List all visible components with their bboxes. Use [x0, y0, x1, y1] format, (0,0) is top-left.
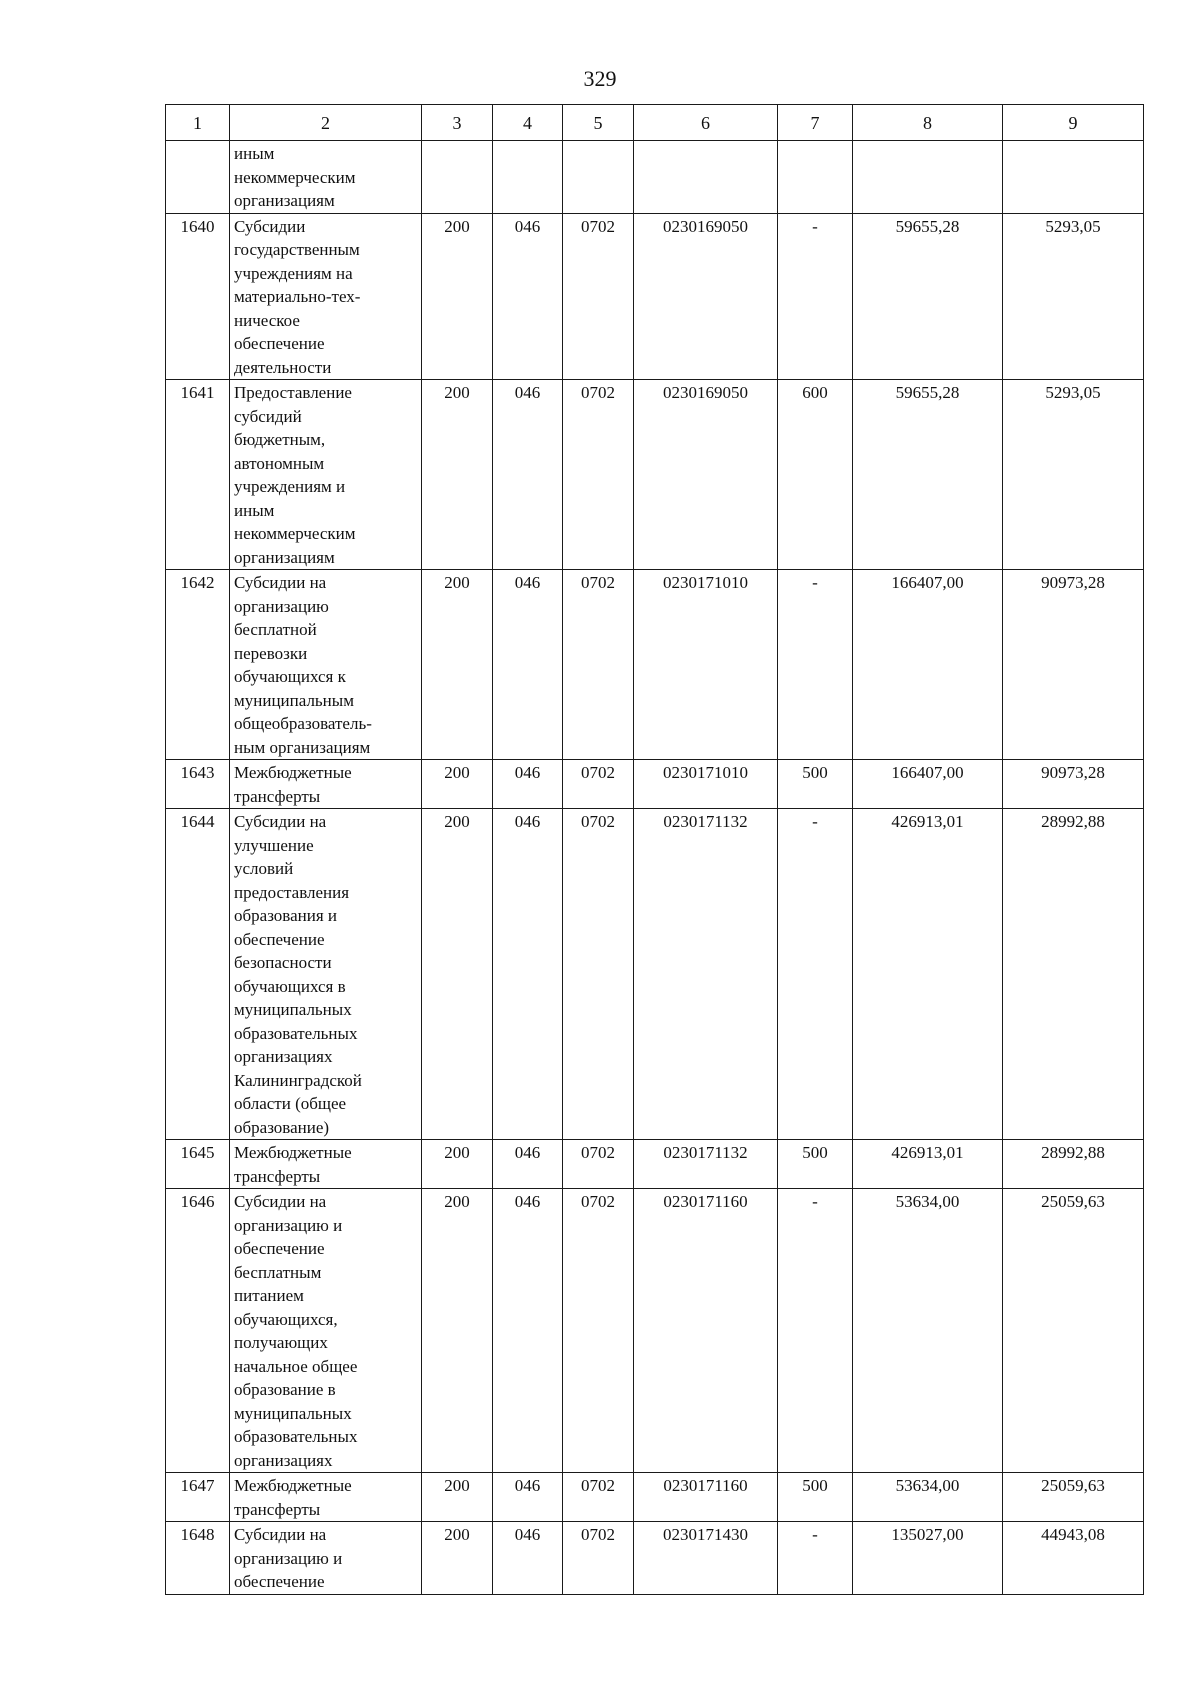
- cell-target-article: 0230171010: [634, 760, 778, 809]
- cell-section-code: 0702: [563, 760, 634, 809]
- cell-row-number: 1640: [166, 213, 230, 380]
- cell-row-number: [166, 141, 230, 214]
- cell-item-name: Субсидии на организацию и обеспечение бесплатным питанием обучающихся, получающих начальное общее образование в муниципальных образовательных организациях: [230, 1189, 422, 1473]
- cell-code-4: [493, 141, 563, 214]
- cell-code-3: 200: [422, 1522, 493, 1595]
- cell-amount-col-9: 90973,28: [1003, 570, 1144, 760]
- header-col-5: 5: [563, 105, 634, 141]
- cell-code-4: 046: [493, 1522, 563, 1595]
- cell-code-3: [422, 141, 493, 214]
- cell-amount-col-8: 426913,01: [853, 809, 1003, 1140]
- cell-code-4: 046: [493, 1189, 563, 1473]
- table-row: [166, 213, 1144, 380]
- cell-section-code: 0702: [563, 570, 634, 760]
- cell-code-4: 046: [493, 1140, 563, 1189]
- cell-row-number: 1646: [166, 1189, 230, 1473]
- cell-target-article: [634, 141, 778, 214]
- cell-item-name: Субсидии на организацию бесплатной перевозки обучающихся к муниципальным общеобразователь- ным организациям: [230, 570, 422, 760]
- cell-amount-col-9: 5293,05: [1003, 213, 1144, 380]
- cell-section-code: 0702: [563, 1140, 634, 1189]
- cell-code-4: 046: [493, 570, 563, 760]
- cell-code-3: 200: [422, 1473, 493, 1522]
- cell-amount-col-9: 28992,88: [1003, 809, 1144, 1140]
- header-col-6: 6: [634, 105, 778, 141]
- cell-section-code: 0702: [563, 213, 634, 380]
- table-row: [166, 809, 1144, 1140]
- cell-code-3: 200: [422, 760, 493, 809]
- cell-section-code: 0702: [563, 1522, 634, 1595]
- cell-item-name: Субсидии государственным учреждениям на материально-тех- ническое обеспечение деятельности: [230, 213, 422, 380]
- header-col-9: 9: [1003, 105, 1144, 141]
- table-header: [166, 105, 1144, 141]
- cell-amount-col-9: 28992,88: [1003, 1140, 1144, 1189]
- cell-code-3: 200: [422, 570, 493, 760]
- cell-section-code: [563, 141, 634, 214]
- table-body: [166, 141, 1144, 1595]
- cell-expense-type: 600: [778, 380, 853, 570]
- cell-expense-type: -: [778, 213, 853, 380]
- table-row: [166, 570, 1144, 760]
- header-col-1: 1: [166, 105, 230, 141]
- cell-code-3: 200: [422, 809, 493, 1140]
- cell-code-3: 200: [422, 1140, 493, 1189]
- cell-target-article: 0230169050: [634, 213, 778, 380]
- table-row: [166, 1140, 1144, 1189]
- cell-row-number: 1645: [166, 1140, 230, 1189]
- cell-row-number: 1644: [166, 809, 230, 1140]
- cell-code-4: 046: [493, 809, 563, 1140]
- cell-target-article: 0230171160: [634, 1189, 778, 1473]
- cell-amount-col-8: 426913,01: [853, 1140, 1003, 1189]
- header-col-7: 7: [778, 105, 853, 141]
- cell-amount-col-8: 135027,00: [853, 1522, 1003, 1595]
- cell-target-article: 0230169050: [634, 380, 778, 570]
- cell-row-number: 1642: [166, 570, 230, 760]
- cell-code-4: 046: [493, 380, 563, 570]
- cell-row-number: 1641: [166, 380, 230, 570]
- cell-target-article: 0230171132: [634, 809, 778, 1140]
- cell-target-article: 0230171160: [634, 1473, 778, 1522]
- table-row: [166, 1473, 1144, 1522]
- cell-expense-type: 500: [778, 760, 853, 809]
- cell-target-article: 0230171430: [634, 1522, 778, 1595]
- cell-section-code: 0702: [563, 1473, 634, 1522]
- cell-amount-col-8: [853, 141, 1003, 214]
- cell-item-name: Субсидии на улучшение условий предоставления образования и обеспечение безопасности обучающихся в муниципальных образовательных организациях Калининградской области (общее образование): [230, 809, 422, 1140]
- cell-amount-col-9: 90973,28: [1003, 760, 1144, 809]
- cell-amount-col-8: 53634,00: [853, 1189, 1003, 1473]
- cell-amount-col-8: 59655,28: [853, 213, 1003, 380]
- table-row: [166, 1189, 1144, 1473]
- cell-code-3: 200: [422, 1189, 493, 1473]
- header-col-2: 2: [230, 105, 422, 141]
- cell-amount-col-9: 44943,08: [1003, 1522, 1144, 1595]
- cell-amount-col-8: 166407,00: [853, 760, 1003, 809]
- cell-amount-col-8: 59655,28: [853, 380, 1003, 570]
- cell-item-name: Субсидии на организацию и обеспечение: [230, 1522, 422, 1595]
- cell-code-4: 046: [493, 760, 563, 809]
- header-col-4: 4: [493, 105, 563, 141]
- cell-item-name: Межбюджетные трансферты: [230, 1473, 422, 1522]
- cell-code-4: 046: [493, 213, 563, 380]
- cell-expense-type: -: [778, 1522, 853, 1595]
- cell-row-number: 1648: [166, 1522, 230, 1595]
- cell-amount-col-8: 166407,00: [853, 570, 1003, 760]
- cell-amount-col-9: 25059,63: [1003, 1473, 1144, 1522]
- table-row: [166, 760, 1144, 809]
- header-row: [166, 105, 1144, 141]
- cell-amount-col-8: 53634,00: [853, 1473, 1003, 1522]
- budget-table: [165, 104, 1144, 1595]
- table-row: [166, 141, 1144, 214]
- table-row: [166, 380, 1144, 570]
- cell-item-name: Межбюджетные трансферты: [230, 760, 422, 809]
- cell-section-code: 0702: [563, 1189, 634, 1473]
- cell-row-number: 1643: [166, 760, 230, 809]
- cell-code-4: 046: [493, 1473, 563, 1522]
- cell-row-number: 1647: [166, 1473, 230, 1522]
- cell-target-article: 0230171010: [634, 570, 778, 760]
- cell-section-code: 0702: [563, 380, 634, 570]
- cell-code-3: 200: [422, 213, 493, 380]
- cell-expense-type: -: [778, 809, 853, 1140]
- cell-expense-type: [778, 141, 853, 214]
- cell-target-article: 0230171132: [634, 1140, 778, 1189]
- cell-amount-col-9: 5293,05: [1003, 380, 1144, 570]
- cell-expense-type: 500: [778, 1473, 853, 1522]
- cell-amount-col-9: 25059,63: [1003, 1189, 1144, 1473]
- header-col-3: 3: [422, 105, 493, 141]
- cell-item-name: Предоставление субсидий бюджетным, автономным учреждениям и иным некоммерческим организациям: [230, 380, 422, 570]
- cell-expense-type: -: [778, 1189, 853, 1473]
- page-number: 329: [583, 66, 617, 91]
- cell-expense-type: 500: [778, 1140, 853, 1189]
- table-row: [166, 1522, 1144, 1595]
- cell-item-name: Межбюджетные трансферты: [230, 1140, 422, 1189]
- cell-expense-type: -: [778, 570, 853, 760]
- header-col-8: 8: [853, 105, 1003, 141]
- cell-amount-col-9: [1003, 141, 1144, 214]
- cell-code-3: 200: [422, 380, 493, 570]
- cell-item-name: иным некоммерческим организациям: [230, 141, 422, 214]
- cell-section-code: 0702: [563, 809, 634, 1140]
